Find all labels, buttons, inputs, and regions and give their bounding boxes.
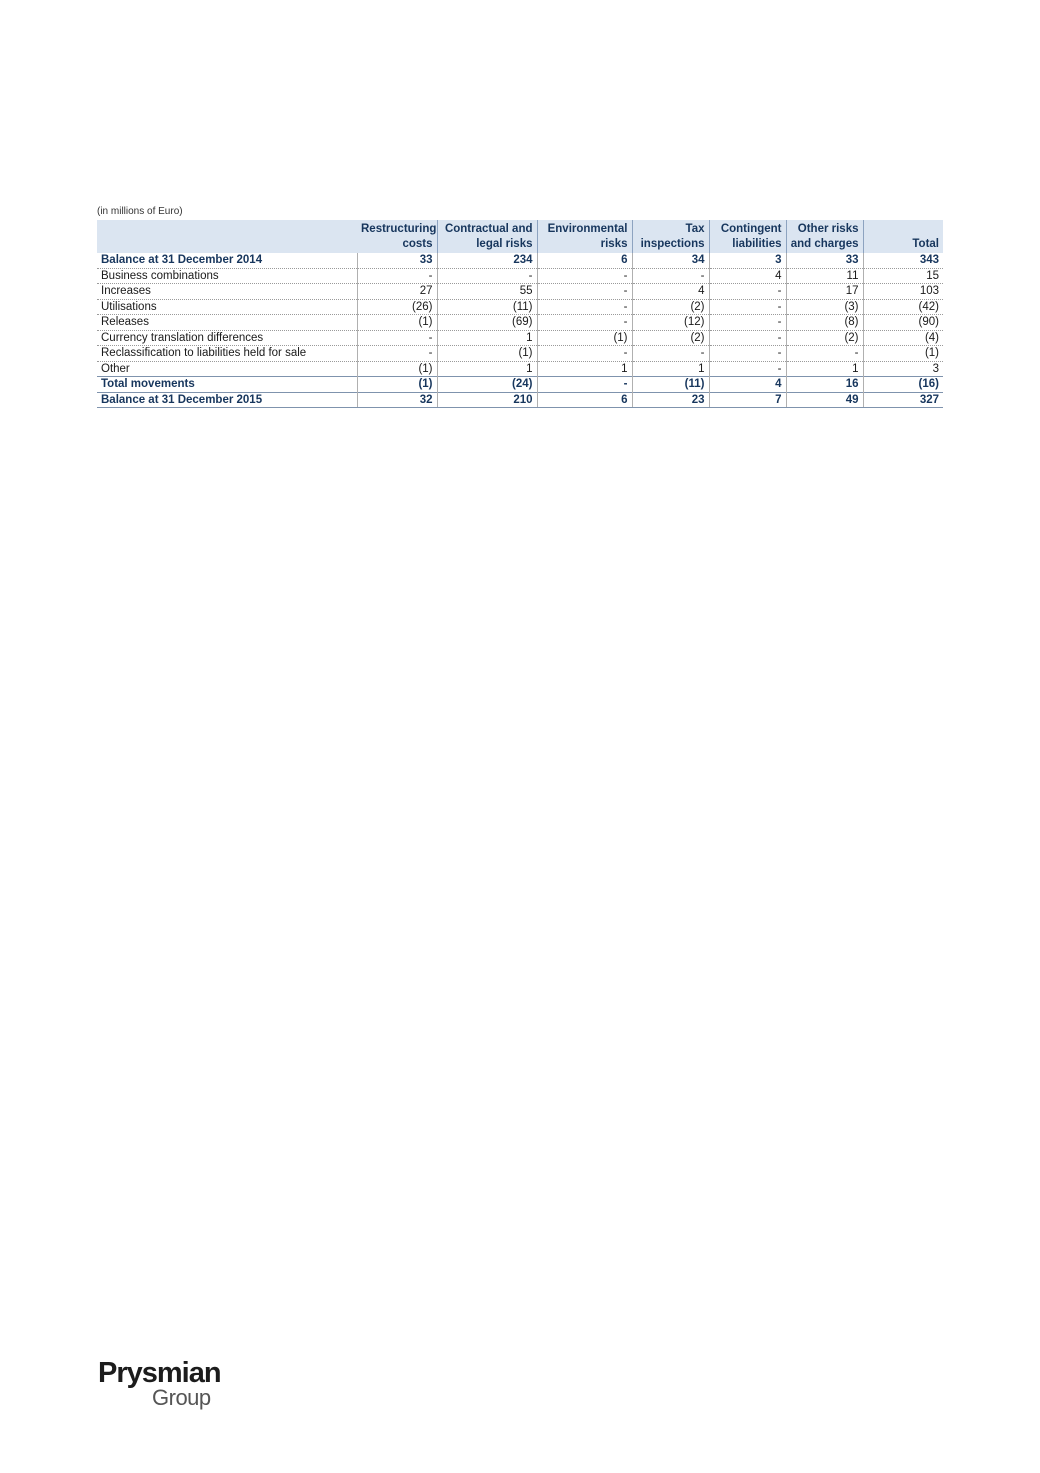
- cell: -: [709, 346, 786, 362]
- cell: (90): [863, 315, 943, 331]
- cell: -: [632, 268, 709, 284]
- provisions-table-section: [97, 205, 943, 408]
- cell: (2): [786, 330, 863, 346]
- table-row: [97, 346, 943, 362]
- cell: -: [357, 330, 437, 346]
- table-row: [97, 299, 943, 315]
- cell: (1): [357, 361, 437, 377]
- cell: (26): [357, 299, 437, 315]
- table-row: [97, 284, 943, 300]
- cell: -: [709, 361, 786, 377]
- cell: (8): [786, 315, 863, 331]
- logo-main-text: Prysmian: [98, 1357, 221, 1389]
- cell: (11): [437, 299, 537, 315]
- cell: (3): [786, 299, 863, 315]
- cell: 33: [786, 253, 863, 268]
- cell: 33: [357, 253, 437, 268]
- cell: (12): [632, 315, 709, 331]
- cell: (2): [632, 330, 709, 346]
- cell: 23: [632, 392, 709, 408]
- row-label: Releases: [97, 315, 357, 331]
- cell: 1: [786, 361, 863, 377]
- row-label: Total movements: [97, 377, 357, 393]
- table-row: [97, 361, 943, 377]
- row-label: Currency translation differences: [97, 330, 357, 346]
- cell: (69): [437, 315, 537, 331]
- cell: 1: [437, 330, 537, 346]
- cell: 55: [437, 284, 537, 300]
- table-row: [97, 268, 943, 284]
- row-label: Increases: [97, 284, 357, 300]
- cell: 4: [632, 284, 709, 300]
- cell: (24): [437, 377, 537, 393]
- header-label: [97, 220, 357, 253]
- row-label: Balance at 31 December 2015: [97, 392, 357, 408]
- cell: 1: [437, 361, 537, 377]
- cell: -: [537, 284, 632, 300]
- cell: -: [357, 268, 437, 284]
- cell: 4: [709, 377, 786, 393]
- header-total: Total: [863, 220, 943, 253]
- header-tax-inspections: Tax inspections: [632, 220, 709, 253]
- cell: -: [437, 268, 537, 284]
- cell: (1): [357, 315, 437, 331]
- cell: -: [357, 346, 437, 362]
- cell: (1): [537, 330, 632, 346]
- cell: 49: [786, 392, 863, 408]
- cell: (4): [863, 330, 943, 346]
- cell: 3: [709, 253, 786, 268]
- cell: 7: [709, 392, 786, 408]
- row-label: Utilisations: [97, 299, 357, 315]
- cell: 327: [863, 392, 943, 408]
- cell: 3: [863, 361, 943, 377]
- row-label: Other: [97, 361, 357, 377]
- row-label: Balance at 31 December 2014: [97, 253, 357, 268]
- cell: (1): [437, 346, 537, 362]
- cell: 103: [863, 284, 943, 300]
- table-row: [97, 253, 943, 268]
- cell: 1: [632, 361, 709, 377]
- cell: 234: [437, 253, 537, 268]
- cell: 32: [357, 392, 437, 408]
- row-label: Reclassification to liabilities held for sale: [97, 346, 357, 362]
- cell: -: [709, 330, 786, 346]
- table-row: [97, 392, 943, 408]
- cell: 210: [437, 392, 537, 408]
- cell: -: [537, 315, 632, 331]
- table-row: [97, 330, 943, 346]
- cell: 4: [709, 268, 786, 284]
- cell: (1): [863, 346, 943, 362]
- cell: -: [537, 377, 632, 393]
- header-other-risks-charges: Other risks and charges: [786, 220, 863, 253]
- cell: (16): [863, 377, 943, 393]
- cell: (42): [863, 299, 943, 315]
- logo-sub-text: Group: [152, 1385, 211, 1410]
- cell: 11: [786, 268, 863, 284]
- cell: 34: [632, 253, 709, 268]
- header-restructuring-costs: Restructuring costs: [357, 220, 437, 253]
- table-row: [97, 315, 943, 331]
- cell: -: [709, 284, 786, 300]
- row-label: Business combinations: [97, 268, 357, 284]
- provisions-table: [97, 220, 943, 408]
- table-row: [97, 377, 943, 393]
- cell: -: [537, 346, 632, 362]
- cell: -: [709, 315, 786, 331]
- header-environmental-risks: Environmental risks: [537, 220, 632, 253]
- cell: 16: [786, 377, 863, 393]
- cell: 1: [537, 361, 632, 377]
- cell: -: [537, 299, 632, 315]
- cell: -: [786, 346, 863, 362]
- cell: (1): [357, 377, 437, 393]
- cell: (11): [632, 377, 709, 393]
- unit-note: (in millions of Euro): [97, 206, 183, 217]
- table-header-row: [97, 220, 943, 253]
- cell: 15: [863, 268, 943, 284]
- cell: 343: [863, 253, 943, 268]
- cell: (2): [632, 299, 709, 315]
- cell: 6: [537, 392, 632, 408]
- cell: 17: [786, 284, 863, 300]
- cell: 6: [537, 253, 632, 268]
- prysmian-group-logo: [98, 1358, 221, 1408]
- cell: -: [709, 299, 786, 315]
- header-contractual-legal-risks: Contractual and legal risks: [437, 220, 537, 253]
- cell: 27: [357, 284, 437, 300]
- cell: -: [632, 346, 709, 362]
- header-contingent-liabilities: Contingent liabilities: [709, 220, 786, 253]
- cell: -: [537, 268, 632, 284]
